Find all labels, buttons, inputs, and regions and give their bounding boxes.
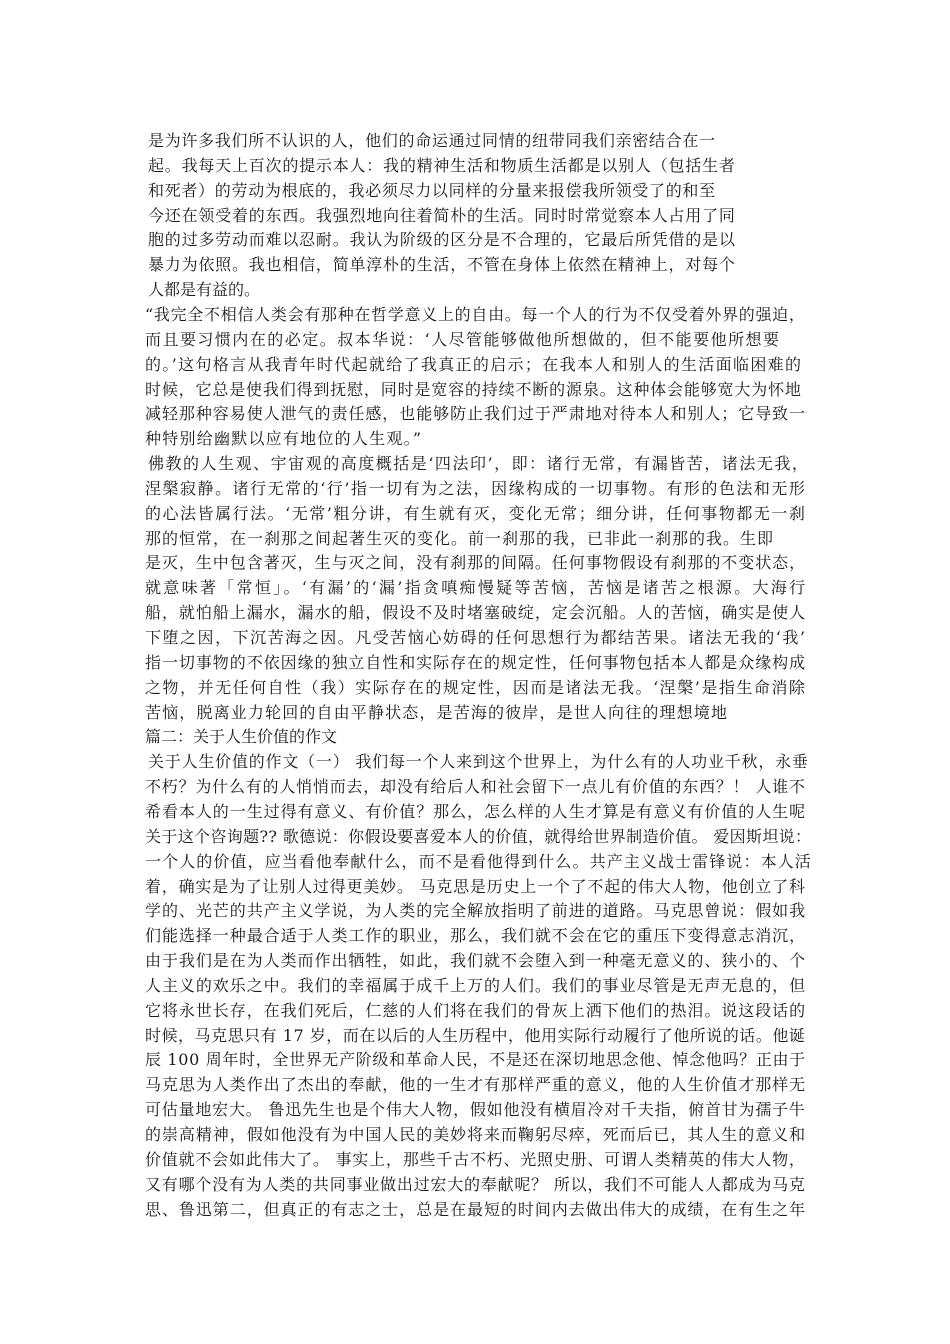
text-line: 船，就怕船上漏水，漏水的船，假设不及时堵塞破绽，定会沉船。人的苦恼，确实是使人 [145, 603, 807, 622]
text-line: 胞的过多劳动而难以忍耐。我认为阶级的区分是不合理的，它最后所凭借的是以 [148, 230, 736, 249]
text-line: 们能选择一种最合适于人类工作的职业，那么，我们就不会在它的重压下变得意志消沉， [145, 926, 807, 945]
text-line: 是灭，生中包含著灭，生与灭之间，没有刹那的间隔。任何事物假设有刹那的不变状态， [145, 553, 807, 572]
text-line: 关于人生价值的作文（一） 我们每一个人来到这个世界上，为什么有的人功业千秋，永垂 [148, 752, 809, 771]
text-line: 可估量地宏大。 鲁迅先生也是个伟大人物，假如他没有横眉冷对千夫指，俯首甘为孺子牛 [145, 1100, 806, 1119]
text-line: 人主义的欢乐之中。我们的幸福属于成千上万的人们。我们的事业尽管是无声无息的，但 [145, 976, 807, 995]
text-line: 暴力为依照。我也相信，简单淳朴的生活，不管在身体上依然在精神上，对每个 [148, 255, 736, 274]
text-line: 就意味著「常恒」。‘有漏’的‘漏’指贪嗔痴慢疑等苦恼，苦恼是诸苦之根源。大海行 [145, 578, 808, 597]
text-line: 学的、光芒的共产主义学说，为人类的完全解放指明了前进的道路。马克思曾说：假如我 [145, 901, 807, 920]
text-line: 由于我们是在为人类而作出牺牲，如此，我们就不会堕入到一种毫无意义的、狭小的、个 [145, 951, 807, 970]
text-line: 的。’这句格言从我青年时代起就给了我真正的启示；在我本人和别人的生活面临困难的 [145, 355, 803, 374]
text-line: 是为许多我们所不认识的人，他们的命运通过同情的纽带同我们亲密结合在一 [148, 131, 716, 150]
text-line: 之物，并无任何自性（我）实际存在的规定性，因而是诸法无我。‘涅槃’是指生命消除 [145, 678, 807, 697]
text-line: 人都是有益的。 [148, 280, 261, 299]
text-line: 希看本人的一生过得有意义、有价值？那么，怎么样的人生才算是有意义有价值的人生呢 [145, 802, 807, 821]
section-heading: 篇二：关于人生价值的作文 [145, 727, 338, 746]
text-line: “我完全不相信人类会有那种在哲学意义上的自由。每一个人的行为不仅受着外界的强迫， [145, 305, 806, 324]
text-line: 而且要习惯内在的必定。叔本华说：‘人尽管能够做他所想做的，但不能要他所想要 [145, 330, 781, 349]
text-line: 时候，马克思只有 17 岁，而在以后的人生历程中，他用实际行动履行了他所说的话。他诞 [145, 1026, 806, 1045]
text-line: 指一切事物的不依因缘的独立自性和实际存在的规定性，任何事物包括本人都是众缘构成 [145, 653, 807, 672]
text-line: 不朽？为什么有的人悄悄而去，却没有给后人和社会留下一点儿有价值的东西？！ 人谁不 [145, 777, 806, 796]
text-line: 的心法皆属行法。‘无常’粗分讲，有生就有灭，变化无常；细分讲，任何事物都无一刹 [145, 504, 807, 523]
text-line: 关于这个咨询题?? 歌德说：你假设要喜爱本人的价值，就得给世界制造价值。 爱因斯坦说： [145, 827, 812, 846]
text-line: 起。我每天上百次的提示本人：我的精神生活和物质生活都是以别人（包括生者 [148, 156, 736, 175]
text-line: 涅槃寂静。诸行无常的‘行’指一切有为之法，因缘构成的一切事物。有形的色法和无形 [145, 479, 807, 498]
text-line: 一个人的价值，应当看他奉献什么，而不是看他得到什么。共产主义战士雷锋说：本人活 [145, 852, 812, 871]
text-line: 下堕之因，下沉苦海之因。凡受苦恼心妨碍的任何思想行为都结苦果。诸法无我的‘我’ [145, 628, 807, 647]
text-line: 价值就不会如此伟大了。 事实上，那些千古不朽、光照史册、可谓人类精英的伟大人物， [145, 1150, 806, 1169]
text-line: 思、鲁迅第二，但真正的有志之士，总是在最短的时间内去做出伟大的成绩，在有生之年 [145, 1200, 807, 1219]
text-line: 那的恒常，在一刹那之间起著生灭的变化。前一刹那的我，已非此一刹那的我。生即 [145, 529, 775, 548]
text-line: 马克思为人类作出了杰出的奉献，他的一生才有那样严重的意义，他的人生价值才那样无 [145, 1075, 807, 1094]
text-line: 和死者）的劳动为根底的，我必须尽力以同样的分量来报偿我所领受了的和至 [148, 181, 716, 200]
text-line: 苦恼，脱离业力轮回的自由平静状态，是苦海的彼岸，是世人向往的理想境地 [145, 703, 729, 722]
text-line: 减轻那种容易使人泄气的责任感，也能够防止我们过于严肃地对待本人和别人；它导致一 [145, 404, 807, 423]
text-line: 时候，它总是使我们得到抚慰，同时是宽容的持续不断的源泉。这种体会能够宽大为怀地 [145, 380, 802, 399]
text-line: 它将永世长存，在我们死后，仁慈的人们将在我们的骨灰上洒下他们的热泪。说这段话的 [145, 1001, 807, 1020]
text-line: 今还在领受着的东西。我强烈地向往着简朴的生活。同时时常觉察本人占用了同 [148, 206, 736, 225]
text-line: 佛教的人生观、宇宙观的高度概括是‘四法印’，即：诸行无常，有漏皆苦，诸法无我， [148, 454, 810, 473]
text-line: 着，确实是为了让别人过得更美妙。 马克思是历史上一个了不起的伟大人物，他创立了科 [145, 877, 806, 896]
text-line: 辰 100 周年时，全世界无产阶级和革命人民，不是还在深切地思念他、悼念他吗？正由于 [145, 1050, 806, 1069]
text-line: 又有哪个没有为人类的共同事业做出过宏大的奉献呢？ 所以，我们不可能人人都成为马克 [145, 1175, 806, 1194]
text-line: 种特别给幽默以应有地位的人生观。” [145, 429, 423, 448]
text-line: 的崇高精神，假如他没有为中国人民的美妙将来而鞠躬尽瘁，死而后已，其人生的意义和 [145, 1125, 807, 1144]
